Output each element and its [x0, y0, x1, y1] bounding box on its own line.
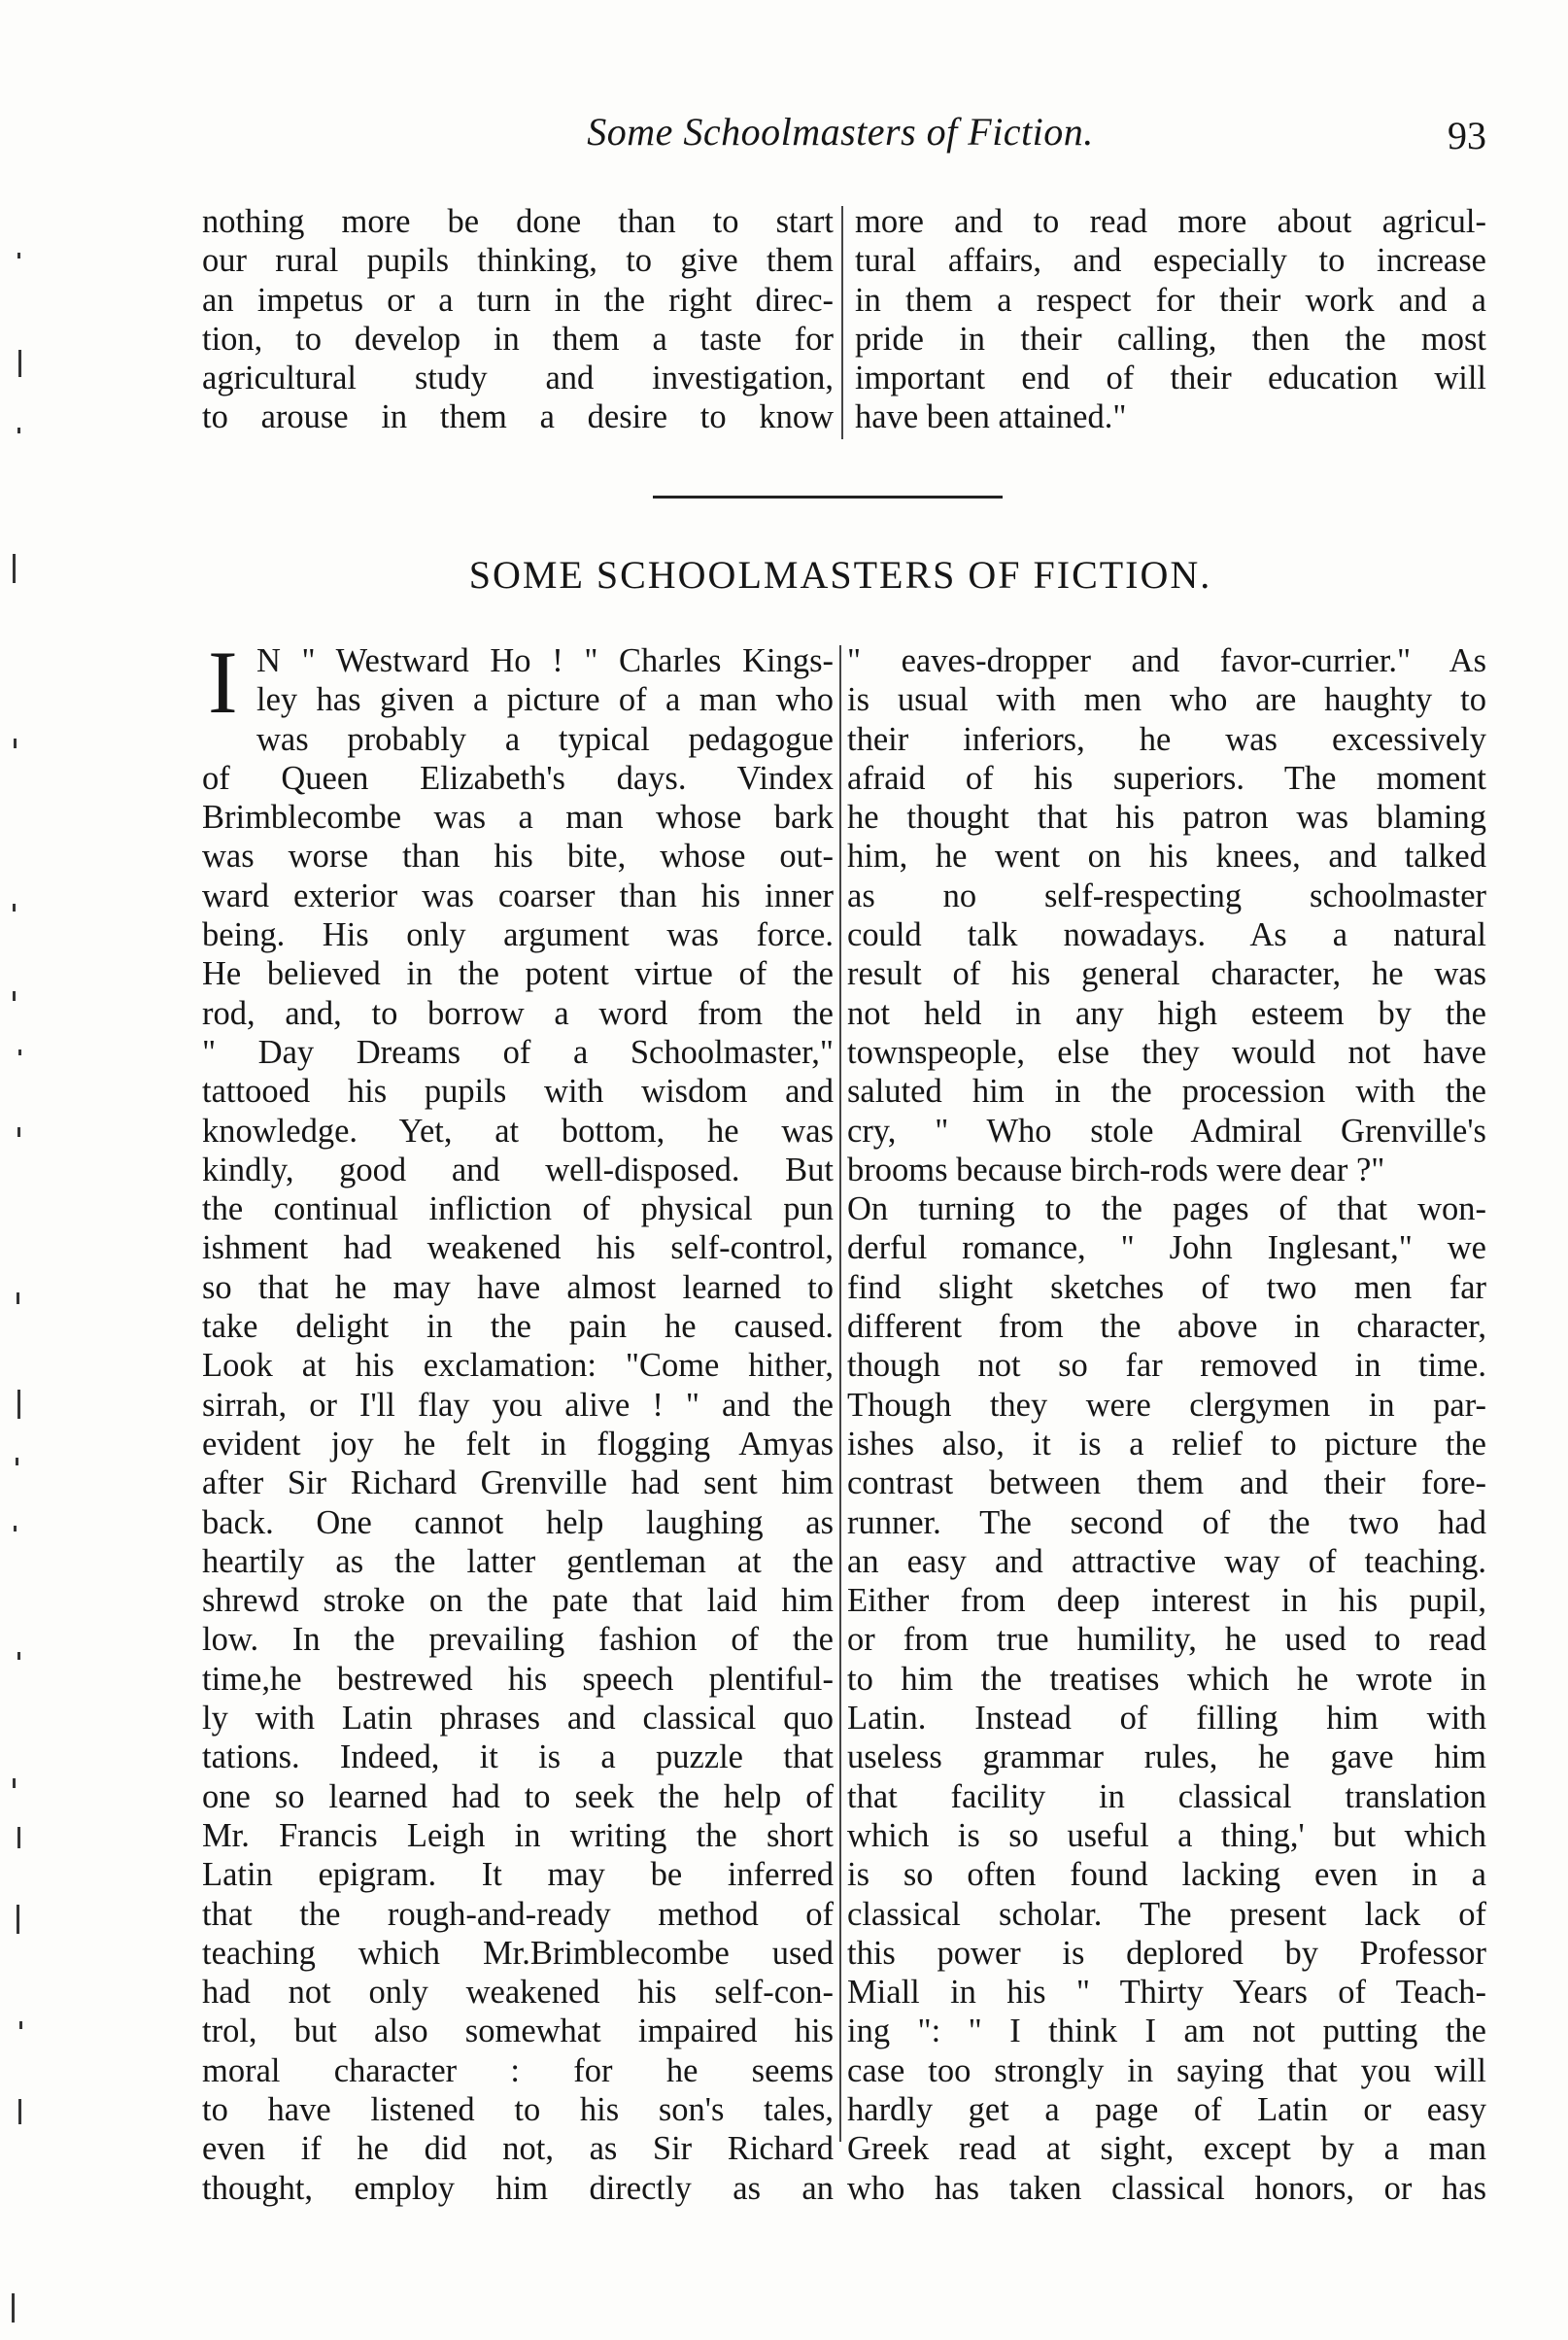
page-number: 93 [1448, 114, 1486, 157]
text-line: being. His only argument was force. [202, 916, 834, 954]
text-line: moral character : for he seems [202, 2051, 834, 2089]
scan-mark [13, 1778, 16, 1788]
section-title: SOME SCHOOLMASTERS OF FICTION. [468, 553, 1212, 597]
text-line: tattooed his pupils with wisdom and [202, 1073, 834, 1111]
text-line: case too strongly in saying that you will [847, 2051, 1486, 2089]
text-line: thought, employ him directly as an [202, 2169, 834, 2207]
text-line: tations. Indeed, it is a puzzle that [202, 1738, 834, 1776]
section-divider [653, 496, 1003, 499]
text-line: classical scholar. The present lack of [847, 1895, 1486, 1933]
text-line: time,he bestrewed his speech plentiful- [202, 1660, 834, 1698]
scan-mark [17, 428, 20, 433]
text-line: could talk nowadays. As a natural [847, 916, 1486, 954]
text-line: had not only weakened his self-con- [202, 1974, 834, 2012]
scan-mark [14, 1526, 17, 1531]
text-line: one so learned had to seek the help of [202, 1777, 834, 1815]
text-line: the continual infliction of physical pun [202, 1190, 834, 1228]
text-line: after Sir Richard Grenville had sent him [202, 1464, 834, 1502]
text-line: kindly, good and well-disposed. But [202, 1151, 834, 1188]
text-line: who has taken classical honors, or has [847, 2169, 1486, 2207]
text-line: is so often found lacking even in a [847, 1856, 1486, 1894]
text-line: so that he may have almost learned to [202, 1268, 834, 1306]
text-line: our rural pupils thinking, to give them [202, 242, 834, 280]
text-line: tion, to develop in them a taste for [202, 320, 834, 358]
text-line: " Day Dreams of a Schoolmaster," [202, 1033, 834, 1071]
text-line: more and to read more about agricul- [855, 203, 1486, 240]
drop-cap: I [208, 633, 238, 732]
text-line: rod, and, to borrow a word from the [202, 994, 834, 1032]
text-line: ley has given a picture of a man who [256, 681, 834, 719]
text-line: townspeople, else they would not have [847, 1033, 1486, 1071]
text-line: Greek read at sight, except by a man [847, 2130, 1486, 2168]
text-line: Mr. Francis Leigh in writing the short [202, 1816, 834, 1854]
scan-mark [18, 2099, 21, 2124]
scan-mark [18, 350, 21, 377]
text-line: derful romance, " John Inglesant," we [847, 1229, 1486, 1267]
scan-mark [13, 554, 16, 583]
text-line: this power is deplored by Professor [847, 1934, 1486, 1972]
scan-mark [14, 739, 17, 748]
text-line: back. One cannot help laughing as [202, 1503, 834, 1541]
text-line: in them a respect for their work and a [855, 281, 1486, 319]
text-line: ing ": " I think I am not putting the [847, 2013, 1486, 2050]
text-line: have been attained." [855, 398, 1127, 436]
text-line: agricultural study and investigation, [202, 360, 834, 397]
scan-mark [18, 1050, 21, 1055]
bottom-right-column [847, 641, 1486, 2208]
text-line: which is so useful a thing,' but which [847, 1816, 1486, 1854]
text-line: nothing more be done than to start [202, 203, 834, 240]
text-line: trol, but also somewhat impaired his [202, 2013, 834, 2050]
text-line: find slight sketches of two men far [847, 1268, 1486, 1306]
scan-mark [19, 2021, 22, 2029]
text-line: Look at his exclamation: "Come hither, [202, 1347, 834, 1385]
text-line: brooms because birch-rods were dear ?" [847, 1151, 1385, 1188]
text-line: runner. The second of the two had [847, 1503, 1486, 1541]
text-line: ishes also, it is a relief to picture the [847, 1425, 1486, 1462]
text-line: result of his general character, he was [847, 955, 1486, 993]
bottom-left-column [202, 641, 834, 2208]
text-line: was probably a typical pedagogue [256, 720, 834, 758]
text-line: sirrah, or I'll flay you alive ! " and the [202, 1386, 834, 1424]
text-line: he thought that his patron was blaming [847, 799, 1486, 837]
text-line: pride in their calling, then the most [855, 320, 1486, 358]
text-line: that facility in classical translation [847, 1777, 1486, 1815]
text-line: Latin. Instead of filling him with [847, 1700, 1486, 1738]
text-line: heartily as the latter gentleman at the [202, 1542, 834, 1580]
text-line: tural affairs, and especially to increase [855, 242, 1486, 280]
text-line: not held in any high esteem by the [847, 994, 1486, 1032]
text-line: that the rough-and-ready method of [202, 1895, 834, 1933]
text-line: an impetus or a turn in the right direc- [202, 281, 834, 319]
text-line: of Queen Elizabeth's days. Vindex [202, 759, 834, 797]
scan-mark [13, 991, 16, 1001]
text-line: saluted him in the procession with the [847, 1073, 1486, 1111]
text-line: " eaves-dropper and favor-currier." As [847, 642, 1486, 679]
text-line: teaching which Mr.Brimblecombe used [202, 1934, 834, 1972]
text-line: N " Westward Ho ! " Charles Kings- [256, 642, 834, 679]
text-line: low. In the prevailing fashion of the [202, 1621, 834, 1659]
running-title: Some Schoolmasters of Fiction. [587, 110, 1094, 154]
text-line: Either from deep interest in his pupil, [847, 1582, 1486, 1620]
text-line: different from the above in character, [847, 1308, 1486, 1346]
scan-mark [17, 253, 20, 258]
scan-mark [17, 1652, 20, 1660]
text-line: Latin epigram. It may be inferred [202, 1856, 834, 1894]
scan-mark [12, 2293, 15, 2323]
text-line: shrewd stroke on the pate that laid him [202, 1582, 834, 1620]
scan-mark [17, 1827, 20, 1848]
text-line: to arouse in them a desire to know [202, 398, 834, 436]
text-line: to have listened to his son's tales, [202, 2090, 834, 2128]
scan-mark [16, 1458, 18, 1465]
text-line: is usual with men who are haughty to [847, 681, 1486, 719]
text-line: though not so far removed in time. [847, 1347, 1486, 1385]
text-line: Brimblecombe was a man whose bark [202, 799, 834, 837]
top-right-column [855, 202, 1486, 437]
text-line: or from true humility, he used to read [847, 1621, 1486, 1659]
text-line: On turning to the pages of that won- [847, 1190, 1486, 1228]
text-line: him, he went on his knees, and talked [847, 838, 1486, 876]
text-line: even if he did not, as Sir Richard [202, 2130, 834, 2168]
margin-scan-marks [0, 194, 68, 2235]
text-line: ishment had weakened his self-control, [202, 1229, 834, 1267]
scan-mark [13, 904, 16, 912]
text-line: afraid of his superiors. The moment [847, 759, 1486, 797]
text-line: cry, " Who stole Admiral Grenville's [847, 1112, 1486, 1150]
text-line: knowledge. Yet, at bottom, he was [202, 1112, 834, 1150]
text-line: as no self-respecting schoolmaster [847, 877, 1486, 914]
text-line: ly with Latin phrases and classical quo [202, 1700, 834, 1738]
scan-mark [17, 1292, 19, 1304]
text-line: hardly get a page of Latin or easy [847, 2090, 1486, 2128]
running-head [194, 109, 1486, 167]
text-line: evident joy he felt in flogging Amyas [202, 1425, 834, 1462]
top-left-column [202, 202, 834, 437]
scan-mark [17, 1390, 20, 1419]
scan-mark [17, 1905, 19, 1934]
scan-mark [17, 1127, 20, 1137]
text-line: useless grammar rules, he gave him [847, 1738, 1486, 1776]
text-line: Miall in his " Thirty Years of Teach- [847, 1974, 1486, 2012]
text-line: Though they were clergymen in par- [847, 1386, 1486, 1424]
column-rule [839, 645, 841, 2142]
text-line: their inferiors, he was excessively [847, 720, 1486, 758]
text-line: was worse than his bite, whose out- [202, 838, 834, 876]
text-line: contrast between them and their fore- [847, 1464, 1486, 1502]
text-line: ward exterior was coarser than his inner [202, 877, 834, 914]
column-rule [841, 206, 843, 439]
text-line: to him the treatises which he wrote in [847, 1660, 1486, 1698]
text-line: He believed in the potent virtue of the [202, 955, 834, 993]
text-line: take delight in the pain he caused. [202, 1308, 834, 1346]
text-line: an easy and attractive way of teaching. [847, 1542, 1486, 1580]
text-line: important end of their education will [855, 360, 1486, 397]
